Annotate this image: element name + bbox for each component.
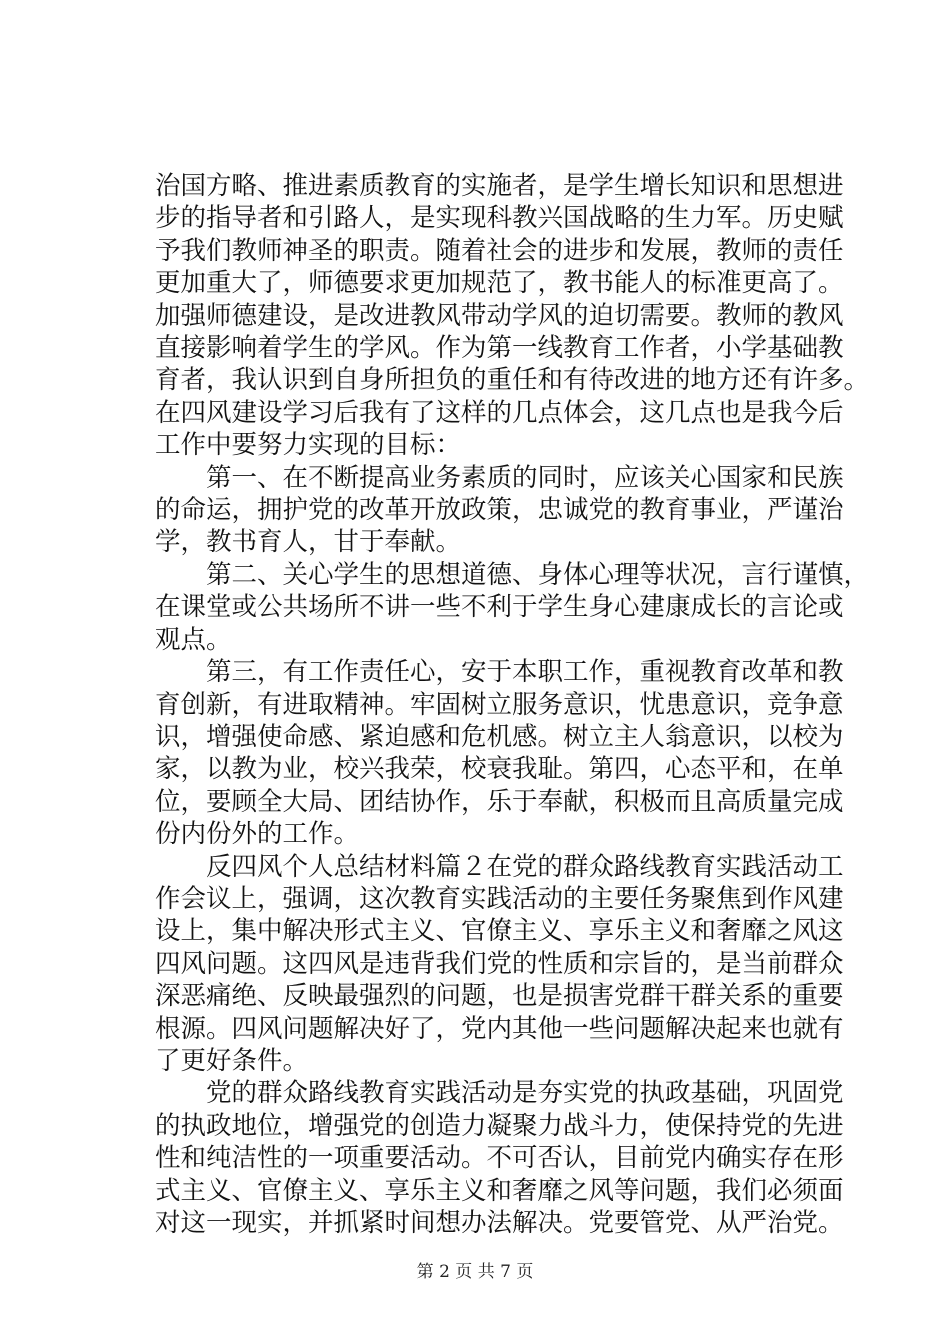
body-line: 第一、在不断提高业务素质的同时，应该关心国家和民族 <box>206 462 844 493</box>
body-line: 反四风个人总结材料篇２在党的群众路线教育实践活动工 <box>206 851 844 882</box>
body-line: 家，以教为业，校兴我荣，校衰我耻。第四，心态平和，在单 <box>155 754 844 785</box>
body-line: 第三，有工作责任心，安于本职工作，重视教育改革和教 <box>206 657 844 688</box>
body-line: 直接影响着学生的学风。作为第一线教育工作者，小学基础教 <box>155 333 844 364</box>
body-line: 根源。四风问题解决好了，党内其他一些问题解决起来也就有 <box>155 1013 844 1044</box>
body-line: 治国方略、推进素质教育的实施者，是学生增长知识和思想进 <box>155 171 844 201</box>
body-line: 识，增强使命感、紧迫感和危机感。树立主人翁意识，以校为 <box>155 721 844 752</box>
body-line: 学，教书育人，甘于奉献。 <box>155 527 462 558</box>
body-line: 予我们教师神圣的职责。随着社会的进步和发展，教师的责任 <box>155 235 844 266</box>
body-line: 更加重大了，师德要求更加规范了，教书能人的标准更高了。 <box>155 268 844 299</box>
body-line: 育创新，有进取精神。牢固树立服务意识，忧患意识，竞争意 <box>155 689 844 720</box>
body-line: 观点。 <box>155 624 232 655</box>
body-line: 式主义、官僚主义、享乐主义和奢靡之风等问题，我们必须面 <box>155 1175 844 1206</box>
body-line: 育者，我认识到自身所担负的重任和有待改进的地方还有许多。 <box>155 365 870 396</box>
body-line: 步的指导者和引路人，是实现科教兴国战略的生力军。历史赋 <box>155 203 844 234</box>
body-line: 设上，集中解决形式主义、官僚主义、享乐主义和奢靡之风这 <box>155 916 844 947</box>
body-line: 在课堂或公共场所不讲一些不利于学生身心建康成长的言论或 <box>155 592 844 623</box>
body-line: 第二、关心学生的思想道德、身体心理等状况，言行谨慎， <box>206 559 870 590</box>
body-line: 深恶痛绝、反映最强烈的问题，也是损害党群干群关系的重要 <box>155 981 844 1012</box>
body-line: 作会议上，强调，这次教育实践活动的主要任务聚焦到作风建 <box>155 883 844 914</box>
body-line: 四风问题。这四风是违背我们党的性质和宗旨的，是当前群众 <box>155 948 844 979</box>
body-line: 在四风建设学习后我有了这样的几点体会，这几点也是我今后 <box>155 397 844 428</box>
body-line: 加强师德建设，是改进教风带动学风的迫切需要。教师的教风 <box>155 300 844 331</box>
body-line: 性和纯洁性的一项重要活动。不可否认，目前党内确实存在形 <box>155 1143 844 1174</box>
body-line: 份内份外的工作。 <box>155 819 360 850</box>
body-line: 的执政地位，增强党的创造力凝聚力战斗力，使保持党的先进 <box>155 1110 844 1141</box>
body-line: 工作中要努力实现的目标： <box>155 430 462 461</box>
document-body <box>155 170 870 1239</box>
body-line: 位，要顾全大局、团结协作，乐于奉献，积极而且高质量完成 <box>155 786 844 817</box>
body-line: 对这一现实，并抓紧时间想办法解决。党要管党、从严治党。 <box>155 1208 844 1238</box>
body-line: 党的群众路线教育实践活动是夯实党的执政基础，巩固党 <box>206 1078 844 1109</box>
body-line: 了更好条件。 <box>155 1045 309 1076</box>
body-line: 的命运，拥护党的改革开放政策，忠诚党的教育事业，严谨治 <box>155 495 844 526</box>
page-footer: 第 2 页 共 7 页 <box>416 1262 534 1282</box>
